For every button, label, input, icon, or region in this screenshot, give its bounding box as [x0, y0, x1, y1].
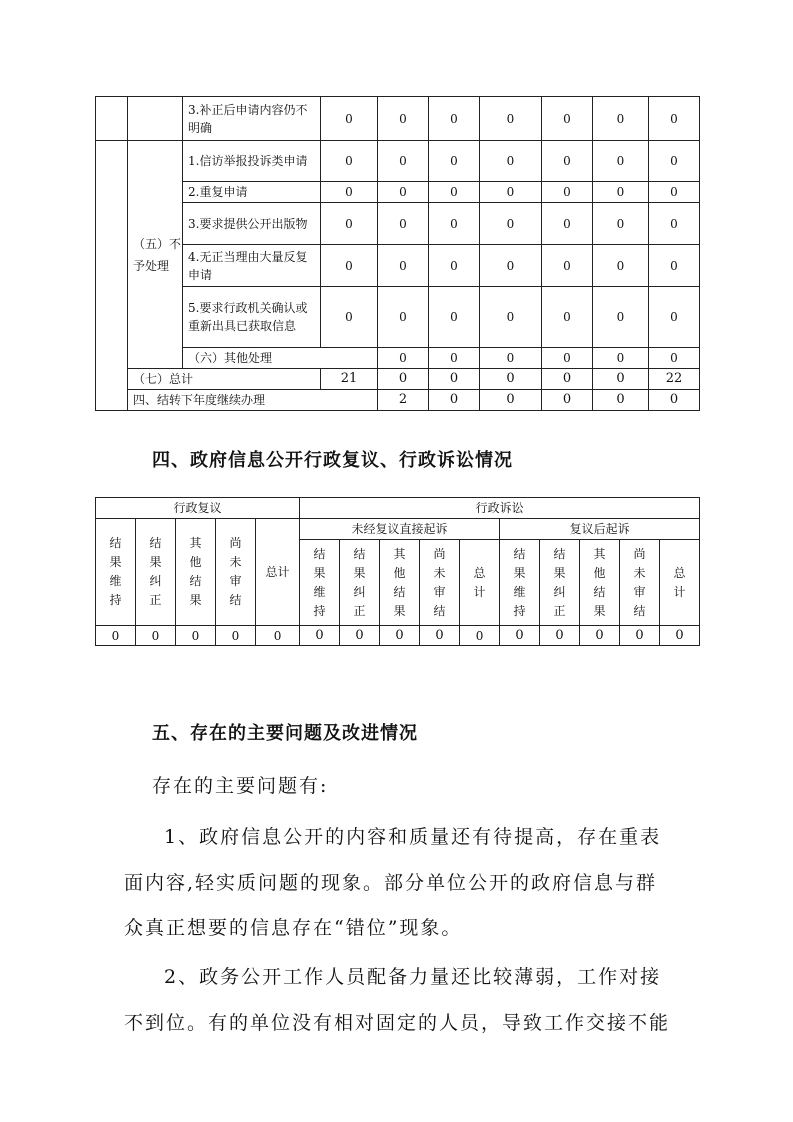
group-title: （五）不予处理: [128, 141, 183, 369]
row-label: 3.补正后申请内容仍不明确: [183, 97, 321, 141]
col-header: 尚未审结: [216, 519, 256, 626]
paragraph-2-line-1: 2、政务公开工作人员配备力量还比较薄弱，工作对接: [164, 966, 662, 988]
paragraph-2-line-2: 不到位。有的单位没有相对固定的人员，导致工作交接不能: [124, 1012, 671, 1034]
table-row: 4.无正当理由大量反复申请 0 0 0 0 0 0 0: [96, 245, 700, 287]
section-4-title: 四、政府信息公开行政复议、行政诉讼情况: [152, 450, 513, 471]
col-header: 结果纠正: [340, 540, 380, 626]
paragraph-1-line-1: 1、政府信息公开的内容和质量还有待提高，存在重表: [164, 826, 662, 848]
review-header: 行政复议: [96, 498, 300, 519]
table-row: （六）其他处理 0 0 0 0 0 0: [96, 348, 700, 369]
application-handling-table: [95, 96, 700, 411]
col-header: 尚未审结: [620, 540, 660, 626]
row-label: 5.要求行政机关确认或重新出具已获取信息: [183, 287, 321, 348]
row-label: 四、结转下年度继续办理: [128, 390, 378, 411]
after-review-header: 复议后起诉: [500, 519, 700, 540]
paragraph-1-line-2: 面内容,轻实质问题的现象。部分单位公开的政府信息与群: [124, 872, 658, 894]
row-label: （六）其他处理: [183, 348, 378, 369]
paragraph-intro: 存在的主要问题有:: [152, 775, 329, 797]
col-header: 其他结果: [380, 540, 420, 626]
row-label: 3.要求提供公开出版物: [183, 203, 321, 245]
table-row: 3.要求提供公开出版物 0 0 0 0 0 0 0: [96, 203, 700, 245]
col-header: 其他结果: [176, 519, 216, 626]
table-row-total: （七）总计 21 0 0 0 0 0 22: [96, 369, 700, 390]
paragraph-1-line-3: 众真正想要的信息存在“错位”现象。: [124, 917, 463, 939]
table-row: 0 0 0 0 0 0 0 0 0 0 0 0 0 0 0: [96, 626, 700, 646]
col-header: 结果纠正: [540, 540, 580, 626]
table-row: 2.重复申请 0 0 0 0 0 0 0: [96, 182, 700, 203]
litigation-header: 行政诉讼: [300, 498, 700, 519]
col-header: 结果维持: [96, 519, 136, 626]
table-row: 3.补正后申请内容仍不明确 0 0 0 0 0 0 0: [96, 97, 700, 141]
table-row-carry-forward: 四、结转下年度继续办理 2 0 0 0 0 0: [96, 390, 700, 411]
col-header: 结果纠正: [136, 519, 176, 626]
row-label: （七）总计: [128, 369, 321, 390]
col-header: 结果维持: [300, 540, 340, 626]
col-header: 总计: [256, 519, 300, 626]
section-5-title: 五、存在的主要问题及改进情况: [152, 723, 418, 744]
col-header: 总计: [460, 540, 500, 626]
table-row: （五）不予处理 1.信访举报投诉类申请 0 0 0 0 0 0 0: [96, 141, 700, 182]
col-header: 其他结果: [580, 540, 620, 626]
review-litigation-table: [95, 497, 700, 646]
row-label: 4.无正当理由大量反复申请: [183, 245, 321, 287]
table-row: 5.要求行政机关确认或重新出具已获取信息 0 0 0 0 0 0 0: [96, 287, 700, 348]
col-header: 总计: [660, 540, 700, 626]
col-header: 尚未审结: [420, 540, 460, 626]
row-label: 1.信访举报投诉类申请: [183, 141, 321, 182]
direct-suit-header: 未经复议直接起诉: [300, 519, 500, 540]
col-header: 结果维持: [500, 540, 540, 626]
row-label: 2.重复申请: [183, 182, 321, 203]
